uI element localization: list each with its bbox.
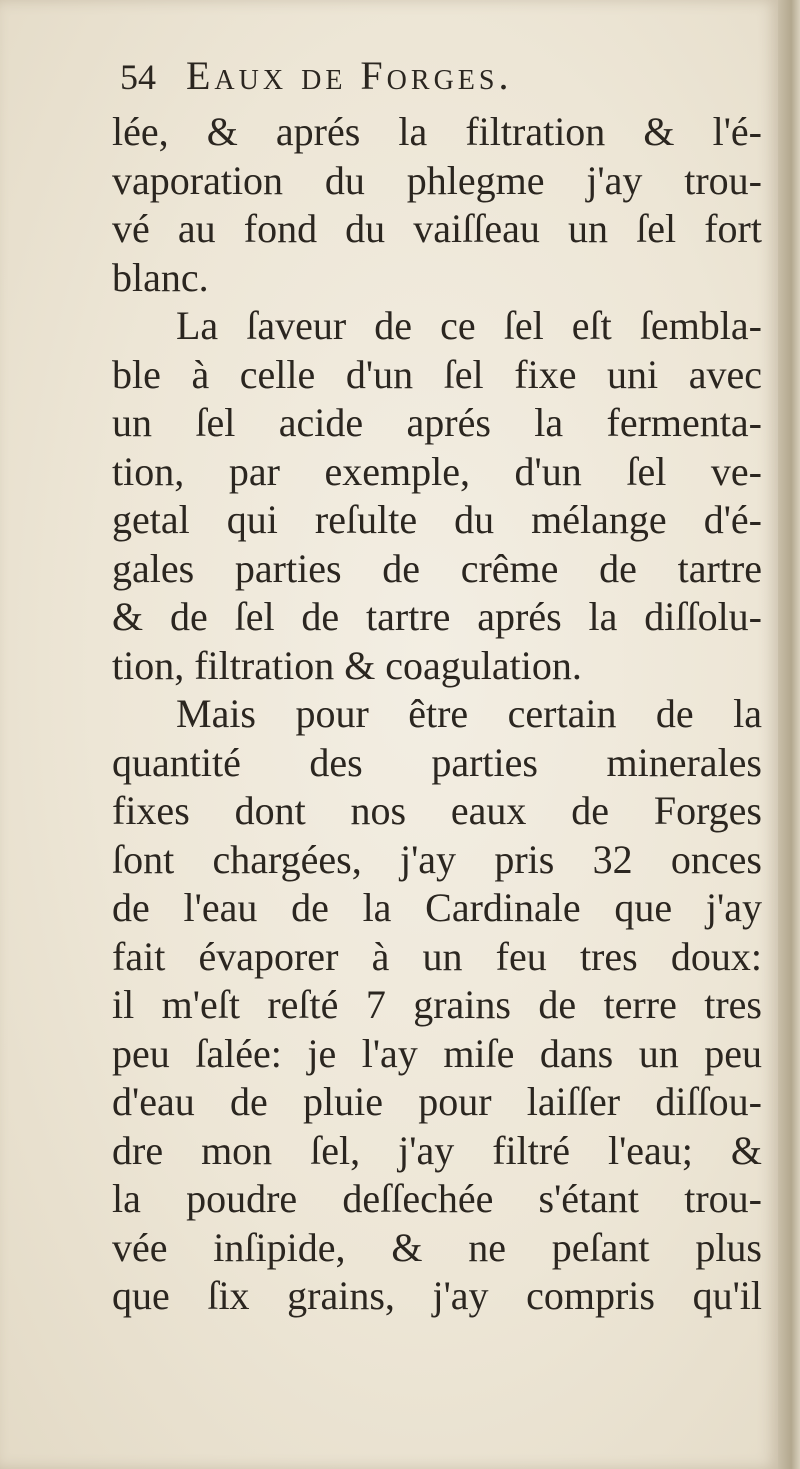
text-line: la poudre deſſechée s'étant trou- (112, 1176, 762, 1221)
text-line: Mais pour être certain de la (176, 691, 762, 736)
text-line: gales parties de crême de tartre (112, 545, 762, 591)
text-line: vé au fond du vaiſſeau un ſel fort (112, 206, 762, 251)
text-line: peu ſalée: je l'ay miſe dans un peu (112, 1030, 762, 1076)
text-line: un ſel acide aprés la fermenta- (112, 400, 762, 445)
text-line: La ſaveur de ce ſel eſt ſembla- (176, 303, 762, 348)
text-line: & de ſel de tartre aprés la diſſolu- (112, 594, 762, 639)
text-line: blanc. (112, 254, 209, 300)
text-line: ſont chargées, j'ay pris 32 onces (112, 836, 762, 882)
text-line: il m'eſt reſté 7 grains de terre tres (112, 982, 762, 1027)
text-line: tion, filtration & coagulation. (112, 642, 582, 688)
text-line: vaporation du phlegme j'ay trou- (112, 157, 762, 203)
text-line: de l'eau de la Cardinale que j'ay (112, 885, 762, 930)
text-line: fait évaporer à un feu tres doux: (112, 933, 762, 979)
text-line: vée inſipide, & ne peſant plus (112, 1224, 762, 1270)
text-line: tion, par exemple, d'un ſel ve- (112, 448, 762, 494)
text-line: dre mon ſel, j'ay filtré l'eau; & (112, 1127, 762, 1173)
text-line: d'eau de pluie pour laiſſer diſſou- (112, 1079, 762, 1124)
text-line: ble à celle d'un ſel fixe uni avec (112, 351, 762, 397)
body-text (112, 108, 762, 1321)
page-number: 54 (120, 57, 156, 97)
text-line: lée, & aprés la filtration & l'é- (112, 109, 762, 154)
text-line: quantité des parties minerales (112, 739, 762, 785)
text-line: getal qui reſulte du mélange d'é- (112, 497, 762, 542)
running-head (120, 52, 760, 112)
running-title: Eaux de Forges. (186, 53, 513, 98)
text-line: que ſix grains, j'ay compris qu'il (112, 1273, 762, 1318)
page-edge (778, 0, 800, 1469)
text-line: fixes dont nos eaux de Forges (112, 788, 762, 833)
